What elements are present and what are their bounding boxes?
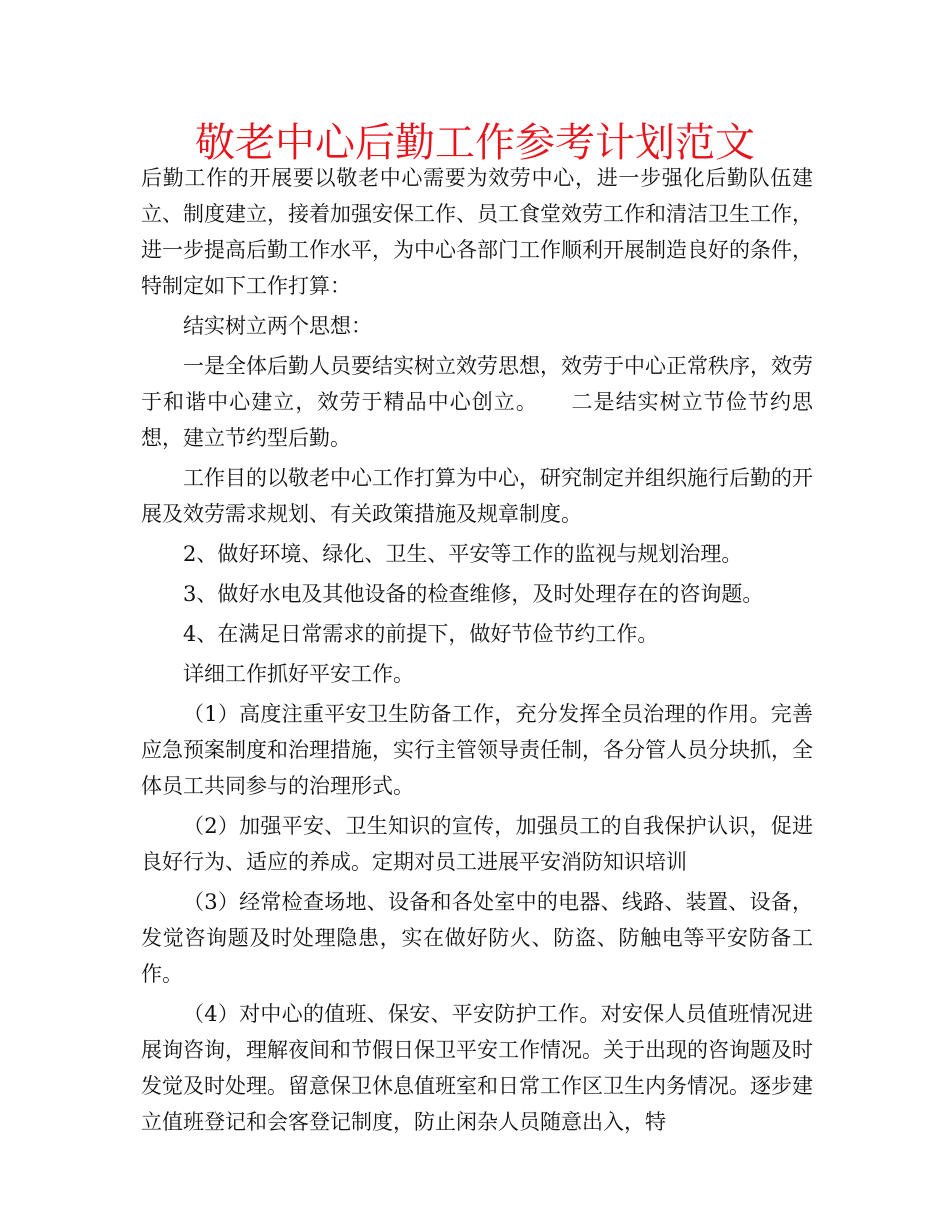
safety-item: （2）加强平安、卫生知识的宣传，加强员工的自我保护认识，促进良好行为、适应的养成。定期对员工进展平安消防知识培训: [141, 814, 813, 874]
section-heading-thoughts: 结实树立两个思想：: [183, 314, 372, 338]
intro-paragraph: 后勤工作的开展要以敬老中心需要为效劳中心，进一步强化后勤队伍建立、制度建立，接着加强安保工作、员工食堂效劳工作和清洁卫生工作，进一步提高后勤工作水平，为中心各部门工作顺利开展制造良好的条件，特制定如下工作打算：: [141, 166, 813, 298]
list-item: 4、在满足日常需求的前提下，做好节俭节约工作。: [183, 622, 659, 646]
document-title: 敬老中心后勤工作参考计划范文: [195, 120, 755, 166]
list-item: 3、做好水电及其他设备的检查维修，及时处理存在的咨询题。: [183, 582, 764, 606]
safety-item: （1）高度注重平安卫生防备工作，充分发挥全员治理的作用。完善应急预案制度和治理措施，实行主管领导责任制，各分管人员分块抓，全体员工共同参与的治理形式。: [141, 702, 813, 798]
list-item: 2、做好环境、绿化、卫生、平安等工作的监视与规划治理。: [183, 542, 743, 566]
section-heading-safety: 详细工作抓好平安工作。: [183, 662, 414, 686]
safety-item: （3）经常检查场地、设备和各处室中的电器、线路、装置、设备，发觉咨询题及时处理隐患，实在做好防火、防盗、防触电等平安防备工作。: [141, 890, 813, 986]
goal-paragraph: 工作目的以敬老中心工作打算为中心，研究制定并组织施行后勤的开展及效劳需求规划、有关政策措施及规章制度。: [141, 466, 813, 526]
thoughts-paragraph: 一是全体后勤人员要结实树立效劳思想，效劳于中心正常秩序，效劳于和谐中心建立，效劳于精品中心创立。 二是结实树立节俭节约思想，建立节约型后勤。: [141, 354, 813, 450]
document-body: [141, 160, 813, 1144]
safety-item: （4）对中心的值班、保安、平安防护工作。对安保人员值班情况进展询咨询，理解夜间和节假日保卫平安工作情况。关于出现的咨询题及时发觉及时处理。留意保卫休息值班室和日常工作区卫生内务情况。逐步建立值班登记和会客登记制度，防止闲杂人员随意出入，特: [141, 1002, 813, 1134]
